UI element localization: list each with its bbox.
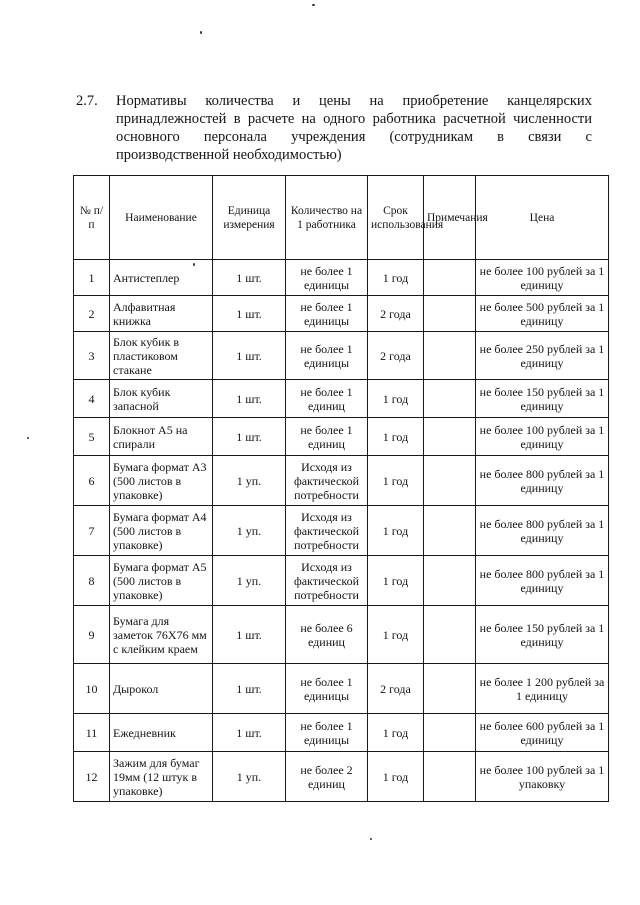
item-note [424, 556, 476, 606]
table-header-row [74, 176, 609, 260]
row-number: 8 [74, 556, 110, 606]
item-term: 1 год [368, 380, 424, 418]
item-quantity: Исходя из фактической потребности [286, 556, 368, 606]
item-name: Бумага формат А5 (500 листов в упаковке) [110, 556, 213, 606]
item-quantity: не более 1 единиц [286, 418, 368, 456]
item-unit: 1 шт. [213, 332, 286, 380]
norms-table [73, 175, 609, 802]
item-quantity: не более 1 единицы [286, 296, 368, 332]
table-row [74, 506, 609, 556]
heading-line-4: производственной необходимостью) [116, 147, 342, 163]
item-name: Блок кубик запасной [110, 380, 213, 418]
item-term: 1 год [368, 418, 424, 456]
row-number: 2 [74, 296, 110, 332]
item-unit: 1 шт. [213, 380, 286, 418]
col-header-quantity: Количество на 1 работника [286, 176, 368, 260]
heading-word: персонала [203, 129, 267, 145]
item-unit: 1 уп. [213, 456, 286, 506]
item-term: 1 год [368, 506, 424, 556]
item-unit: 1 уп. [213, 506, 286, 556]
item-term: 1 год [368, 606, 424, 664]
heading-word: основного [116, 129, 180, 145]
item-term: 2 года [368, 332, 424, 380]
heading-word: канцелярских [507, 93, 592, 109]
item-name: Алфавитная книжка [110, 296, 213, 332]
heading-word: количества [205, 93, 274, 109]
item-unit: 1 шт. [213, 606, 286, 664]
item-price: не более 100 рублей за 1 единицу [476, 418, 609, 456]
row-number: 7 [74, 506, 110, 556]
table-row [74, 260, 609, 296]
item-price: не более 800 рублей за 1 единицу [476, 506, 609, 556]
item-quantity: не более 1 единицы [286, 332, 368, 380]
item-term: 1 год [368, 714, 424, 752]
item-quantity: не более 1 единицы [286, 260, 368, 296]
item-unit: 1 шт. [213, 418, 286, 456]
heading-word: Нормативы [116, 93, 187, 109]
table-row [74, 380, 609, 418]
item-unit: 1 шт. [213, 260, 286, 296]
row-number: 4 [74, 380, 110, 418]
heading-word: цены [319, 93, 351, 109]
table-row [74, 606, 609, 664]
row-number: 10 [74, 664, 110, 714]
row-number: 12 [74, 752, 110, 802]
item-name: Антистеплер [110, 260, 213, 296]
item-quantity: не более 1 единицы [286, 714, 368, 752]
table-row [74, 664, 609, 714]
item-quantity: не более 1 единиц [286, 380, 368, 418]
table-row [74, 332, 609, 380]
item-price: не более 150 рублей за 1 единицу [476, 380, 609, 418]
scan-speck [370, 838, 372, 840]
item-note [424, 606, 476, 664]
item-name: Блокнот А5 на спирали [110, 418, 213, 456]
scan-speck [312, 4, 315, 6]
col-header-term: Срок использования [368, 176, 424, 260]
item-term: 1 год [368, 556, 424, 606]
item-price: не более 150 рублей за 1 единицу [476, 606, 609, 664]
row-number: 1 [74, 260, 110, 296]
item-note [424, 296, 476, 332]
item-quantity: Исходя из фактической потребности [286, 456, 368, 506]
item-note [424, 752, 476, 802]
item-name: Бумага для заметок 76Х76 мм с клейким краем [110, 606, 213, 664]
item-note [424, 506, 476, 556]
item-name: Блок кубик в пластиковом стакане [110, 332, 213, 380]
item-name: Зажим для бумаг 19мм (12 штук в упаковке) [110, 752, 213, 802]
item-quantity: не более 6 единиц [286, 606, 368, 664]
item-note [424, 332, 476, 380]
row-number: 11 [74, 714, 110, 752]
item-name: Дырокол [110, 664, 213, 714]
item-note [424, 664, 476, 714]
row-number: 3 [74, 332, 110, 380]
item-price: не более 600 рублей за 1 единицу [476, 714, 609, 752]
item-name: Ежедневник [110, 714, 213, 752]
item-price: не более 1 200 рублей за 1 единицу [476, 664, 609, 714]
table-row [74, 714, 609, 752]
item-unit: 1 уп. [213, 556, 286, 606]
heading-word: на [369, 93, 384, 109]
item-note [424, 418, 476, 456]
scan-speck [27, 437, 29, 439]
heading-word: и [292, 93, 301, 109]
heading-line-3 [116, 128, 592, 146]
item-term: 1 год [368, 752, 424, 802]
item-price: не более 500 рублей за 1 единицу [476, 296, 609, 332]
item-unit: 1 шт. [213, 664, 286, 714]
item-price: не более 800 рублей за 1 единицу [476, 456, 609, 506]
item-name: Бумага формат А3 (500 листов в упаковке) [110, 456, 213, 506]
table-row [74, 556, 609, 606]
table-row [74, 418, 609, 456]
item-price: не более 800 рублей за 1 единицу [476, 556, 609, 606]
item-quantity: Исходя из фактической потребности [286, 506, 368, 556]
row-number: 9 [74, 606, 110, 664]
item-name: Бумага формат А4 (500 листов в упаковке) [110, 506, 213, 556]
heading-line-1 [116, 92, 592, 110]
item-note [424, 456, 476, 506]
item-note [424, 260, 476, 296]
item-price: не более 100 рублей за 1 упаковку [476, 752, 609, 802]
item-term: 1 год [368, 260, 424, 296]
heading-word: учреждения [291, 129, 366, 145]
item-unit: 1 шт. [213, 714, 286, 752]
item-note [424, 380, 476, 418]
section-number: 2.7. [76, 93, 98, 109]
item-unit: 1 шт. [213, 296, 286, 332]
item-term: 2 года [368, 296, 424, 332]
item-price: не более 100 рублей за 1 единицу [476, 260, 609, 296]
table-row [74, 456, 609, 506]
heading-line-2: принадлежностей в расчете на одного работника расчетной численности [116, 111, 592, 127]
col-header-unit: Единица измерения [213, 176, 286, 260]
item-price: не более 250 рублей за 1 единицу [476, 332, 609, 380]
table-row [74, 296, 609, 332]
heading-word: (сотрудникам [389, 129, 474, 145]
heading-word: в [497, 129, 505, 145]
col-header-price: Цена [476, 176, 609, 260]
item-note [424, 714, 476, 752]
item-term: 2 года [368, 664, 424, 714]
item-term: 1 год [368, 456, 424, 506]
row-number: 5 [74, 418, 110, 456]
row-number: 6 [74, 456, 110, 506]
heading-word: приобретение [402, 93, 489, 109]
scan-speck [200, 31, 202, 34]
table-row [74, 752, 609, 802]
item-quantity: не более 2 единиц [286, 752, 368, 802]
scan-speck [193, 263, 195, 266]
heading-word: с [585, 129, 592, 145]
col-header-number: № п/п [74, 176, 110, 260]
item-unit: 1 уп. [213, 752, 286, 802]
heading-word: связи [528, 129, 562, 145]
col-header-notes: Примечания [424, 176, 476, 260]
col-header-name: Наименование [110, 176, 213, 260]
item-quantity: не более 1 единицы [286, 664, 368, 714]
